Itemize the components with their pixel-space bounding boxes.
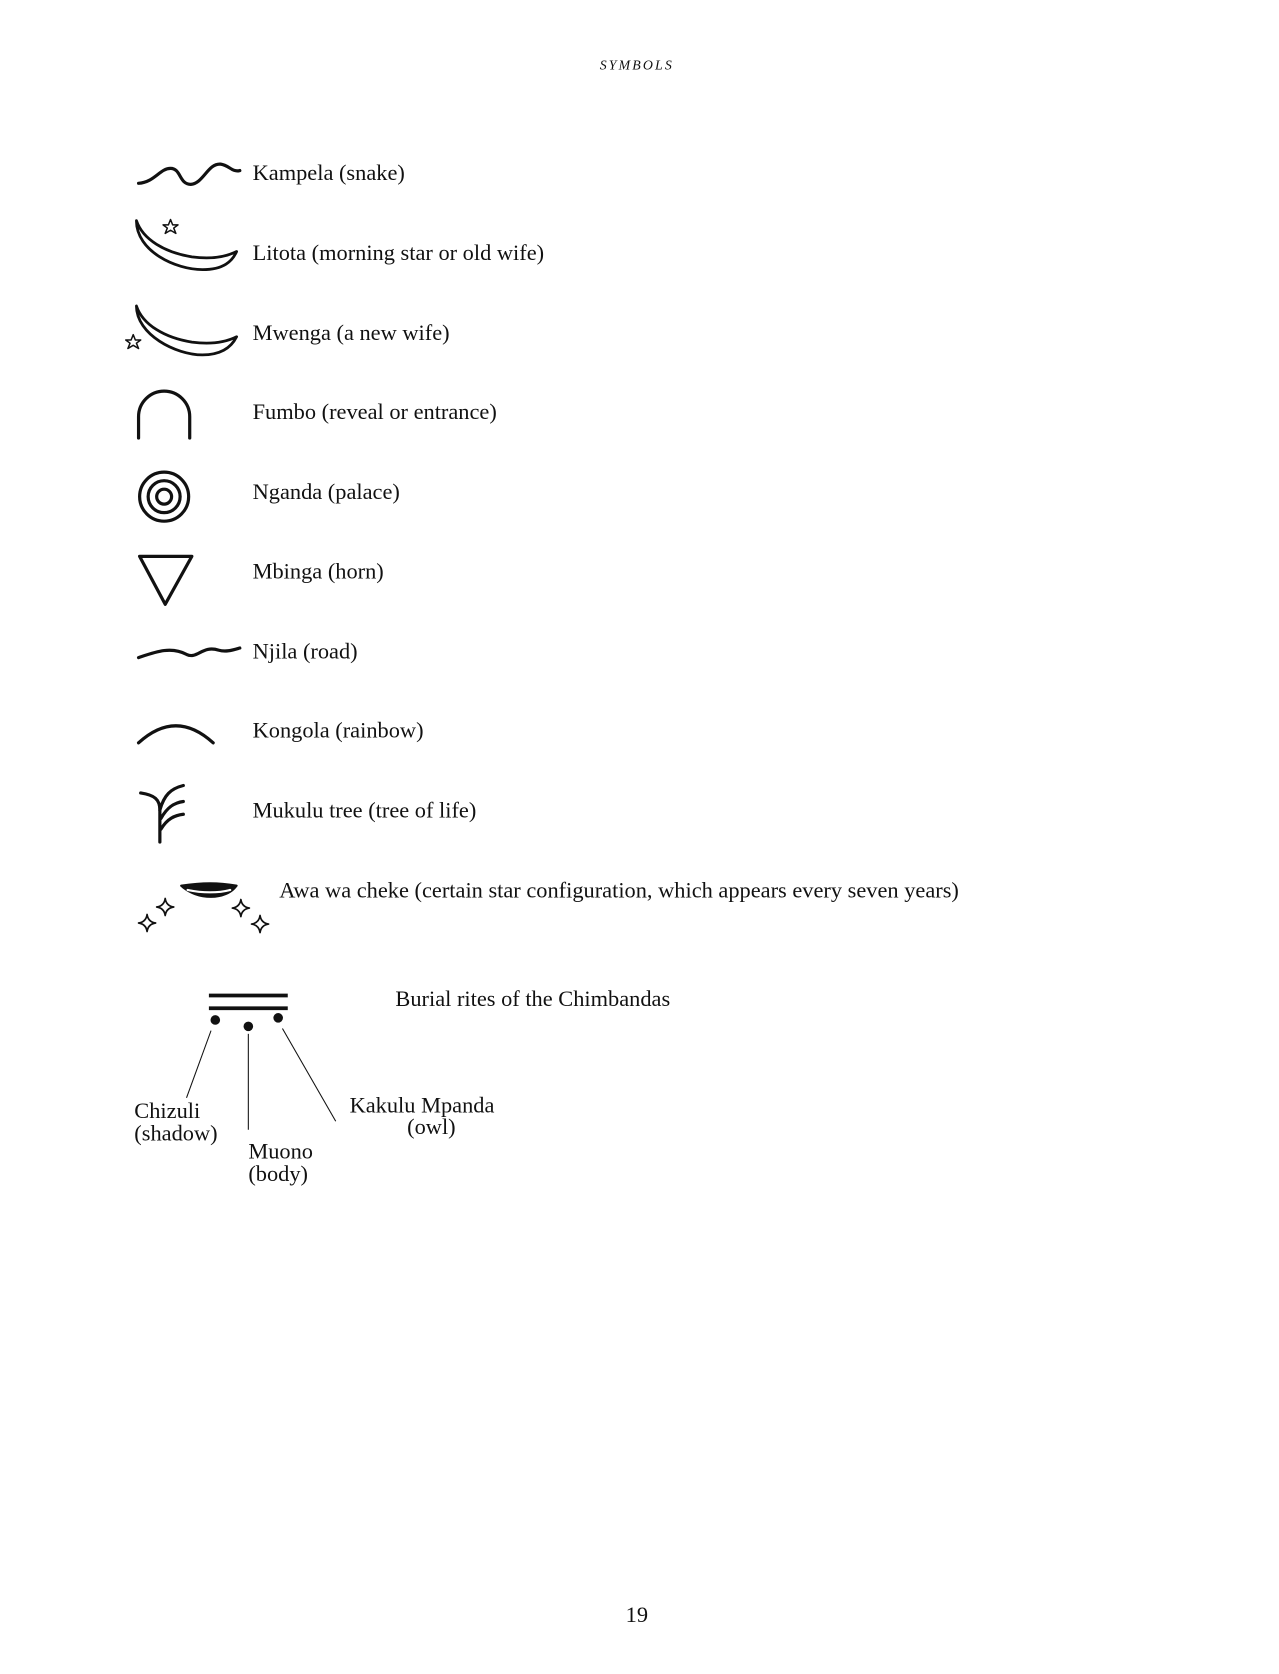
label-chizuli-meaning: (shadow) — [134, 1120, 218, 1146]
symbol-label-awa-wa-cheke: Awa wa cheke (certain star configuration, which appears every seven years) — [279, 877, 959, 903]
symbol-label-litota: Litota (morning star or old wife) — [252, 239, 545, 266]
inverted-triangle-icon — [140, 556, 192, 604]
symbol-label-njila: Njila (road) — [252, 638, 358, 664]
rainbow-arc-icon — [139, 726, 214, 743]
crescent-star-below-icon — [126, 306, 237, 355]
crescent-star-above-icon — [136, 220, 236, 270]
symbol-label-kongola: Kongola (rainbow) — [252, 717, 424, 743]
label-kakulu-mpanda: Kakulu Mpanda — [349, 1092, 495, 1119]
road-wave-icon — [139, 648, 240, 658]
concentric-circles-icon — [140, 472, 189, 521]
tree-icon — [141, 785, 184, 841]
arch-icon — [139, 391, 190, 438]
page-number: 19 — [625, 1601, 649, 1628]
symbol-label-mwenga: Mwenga (a new wife) — [252, 319, 450, 346]
label-muono: Muono — [248, 1138, 314, 1164]
symbol-label-kampela: Kampela (snake) — [252, 159, 405, 186]
symbol-label-mukulu: Mukulu tree (tree of life) — [252, 797, 477, 823]
label-kakulu-meaning: (owl) — [407, 1113, 456, 1140]
symbol-label-fumbo: Fumbo (reveal or entrance) — [252, 398, 497, 425]
burial-title: Burial rites of the Chimbandas — [395, 985, 671, 1012]
burial-diagram — [187, 995, 336, 1129]
running-header: SYMBOLS — [599, 56, 674, 73]
snake-wave-icon — [139, 164, 240, 184]
star-configuration-icon — [139, 883, 269, 932]
label-chizuli: Chizuli — [134, 1097, 201, 1124]
symbol-label-mbinga: Mbinga (horn) — [252, 558, 384, 585]
symbol-label-nganda: Nganda (palace) — [252, 478, 400, 505]
label-muono-meaning: (body) — [248, 1160, 309, 1187]
